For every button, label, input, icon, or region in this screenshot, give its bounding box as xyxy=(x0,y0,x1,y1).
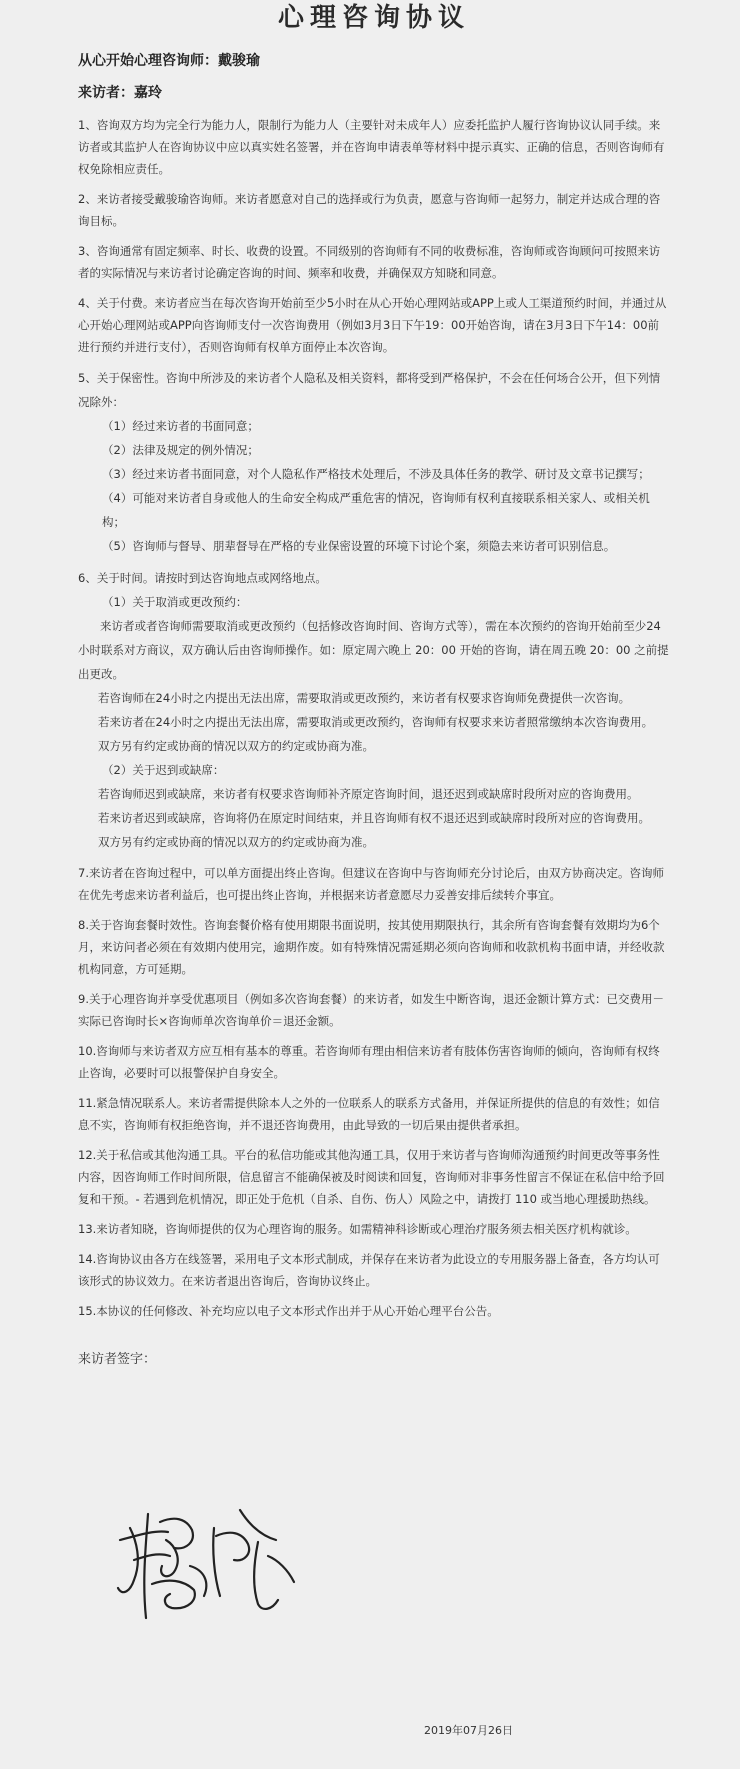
clause-10: 10.咨询师与来访者双方应互相有基本的尊重。若咨询师有理由相信来访者有肢体伤害咨询师的倾向，咨询师有权终止咨询，必要时可以报警保护自身安全。 xyxy=(78,1044,660,1080)
clause-11: 11.紧急情况联系人。来访者需提供除本人之外的一位联系人的联系方式备用，并保证所提供的信息的有效性；如信息不实，咨询师有权拒绝咨询，并不退还咨询费用，由此导致的一切后果由提供者承担。 xyxy=(78,1096,660,1132)
clause-5-item: （4）可能对来访者自身或他人的生命安全构成严重危害的情况，咨询师有权利直接联系相关家人、或相关机构； xyxy=(102,491,650,529)
clause-4: 4、关于付费。来访者应当在每次咨询开始前至少5小时在从心开始心理网站或APP上或人工渠道预约时间，并通过从心开始心理网站或APP向咨询师支付一次咨询费用（例如3月3日下午19：00开始咨询，请在3月3日下午14：00前进行预约并进行支付），否则咨询师有权单方面停止本次咨询。 xyxy=(78,296,667,354)
handwritten-signature xyxy=(112,1500,302,1630)
document-title: 心理咨询协议 xyxy=(277,3,470,33)
clause-5-item: （5）咨询师与督导、朋辈督导在严格的专业保密设置的环境下讨论个案，须隐去来访者可识别信息。 xyxy=(102,539,616,553)
clause-7: 7.来访者在咨询过程中，可以单方面提出终止咨询。但建议在咨询中与咨询师充分讨论后，由双方协商决定。咨询师在优先考虑来访者利益后，也可提出终止咨询，并根据来访者意愿尽力妥善安排后续转介事宜。 xyxy=(78,866,664,902)
counselor-name: 从心开始心理咨询师：戴骏瑜 xyxy=(78,53,260,69)
clause-2: 2、来访者接受戴骏瑜咨询师。来访者愿意对自己的选择或行为负责，愿意与咨询师一起努力，制定并达成合理的咨询目标。 xyxy=(78,192,661,228)
clause-6-sub1-text: 来访者或者咨询师需要取消或更改预约（包括修改咨询时间、咨询方式等），需在本次预约的咨询开始前至少24小时联系对方商议，双方确认后由咨询师操作。如：原定周六晚上 20：00 开始的咨询，请在周五晚 20：00 之前提出更改。 xyxy=(78,619,669,681)
clauses xyxy=(78,114,670,1322)
clause-6-sub1-text: 若咨询师在24小时之内提出无法出席，需要取消或更改预约，来访者有权要求咨询师免费提供一次咨询。 xyxy=(98,691,631,705)
clause-6-sub1-text: 双方另有约定或协商的情况以双方的约定或协商为准。 xyxy=(98,739,374,753)
clause-8: 8.关于咨询套餐时效性。咨询套餐价格有使用期限书面说明，按其使用期限执行，其余所有咨询套餐有效期均为6个月，来访问者必须在有效期内使用完，逾期作废。如有特殊情况需延期必须向咨询师和收款机构书面申请，并经收款机构同意，方可延期。 xyxy=(78,918,665,976)
clause-6-sub2-title: （2）关于迟到或缺席： xyxy=(102,763,225,777)
signature-label: 来访者签字： xyxy=(78,1352,157,1367)
clause-6-sub2-text: 双方另有约定或协商的情况以双方的约定或协商为准。 xyxy=(98,835,374,849)
clause-3: 3、咨询通常有固定频率、时长、收费的设置。不同级别的咨询师有不同的收费标准，咨询师或咨询顾问可按照来访者的实际情况与来访者讨论确定咨询的时间、频率和收费，并确保双方知晓和同意。 xyxy=(78,244,661,280)
clause-5-item: （1）经过来访者的书面同意； xyxy=(102,419,259,433)
clause-5 xyxy=(78,366,670,558)
clause-15: 15.本协议的任何修改、补充均应以电子文本形式作出并于从心开始心理平台公告。 xyxy=(78,1304,499,1318)
clause-1: 1、咨询双方均为完全行为能力人，限制行为能力人（主要针对未成年人）应委托监护人履行咨询协议认同手续。来访者或其监护人在咨询协议中应以真实姓名签署，并在咨询申请表单等材料中提示真实、正确的信息，否则咨询师有权免除相应责任。 xyxy=(78,118,665,176)
clause-6-sub2-text: 若来访者迟到或缺席，咨询将仍在原定时间结束，并且咨询师有权不退还迟到或缺席时段所对应的咨询费用。 xyxy=(98,811,650,825)
clause-5-intro: 5、关于保密性。咨询中所涉及的来访者个人隐私及相关资料，都将受到严格保护，不会在任何场合公开，但下列情况除外： xyxy=(78,371,661,409)
visitor-name: 来访者：嘉玲 xyxy=(78,85,162,101)
clause-6-sub2-text: 若咨询师迟到或缺席，来访者有权要求咨询师补齐原定咨询时间，退还迟到或缺席时段所对应的咨询费用。 xyxy=(98,787,639,801)
clause-9: 9.关于心理咨询并享受优惠项目（例如多次咨询套餐）的来访者，如发生中断咨询，退还金额计算方式：已交费用－实际已咨询时长×咨询师单次咨询单价＝退还金额。 xyxy=(78,992,664,1028)
clause-13: 13.来访者知晓，咨询师提供的仅为心理咨询的服务。如需精神科诊断或心理治疗服务须去相关医疗机构就诊。 xyxy=(78,1222,637,1236)
clause-12: 12.关于私信或其他沟通工具。平台的私信功能或其他沟通工具，仅用于来访者与咨询师沟通预约时间更改等事务性内容，因咨询师工作时间所限，信息留言不能确保被及时阅读和回复，咨询师对非事务性留言不保证在私信中给予回复和干预。- 若遇到危机情况，即正处于危机（自杀、自伤、伤人）风险之中，请拨打 110 或当地心理援助热线。 xyxy=(78,1148,665,1206)
clause-6-sub1-text: 若来访者在24小时之内提出无法出席，需要取消或更改预约，咨询师有权要求来访者照常缴纳本次咨询费用。 xyxy=(98,715,654,729)
clause-14: 14.咨询协议由各方在线签署，采用电子文本形式制成，并保存在来访者为此设立的专用服务器上备查，各方均认可该形式的协议效力。在来访者退出咨询后，咨询协议终止。 xyxy=(78,1252,660,1288)
clause-6-sub1-title: （1）关于取消或更改预约： xyxy=(102,595,248,609)
clause-5-item: （2）法律及规定的例外情况； xyxy=(102,443,259,457)
clause-6-intro: 6、关于时间。请按时到达咨询地点或网络地点。 xyxy=(78,571,327,585)
signing-date: 2019年07月26日 xyxy=(424,1724,513,1737)
clause-6 xyxy=(78,566,670,854)
clause-5-item: （3）经过来访者书面同意，对个人隐私作严格技术处理后，不涉及具体任务的教学、研讨及文章书记撰写； xyxy=(102,467,650,481)
